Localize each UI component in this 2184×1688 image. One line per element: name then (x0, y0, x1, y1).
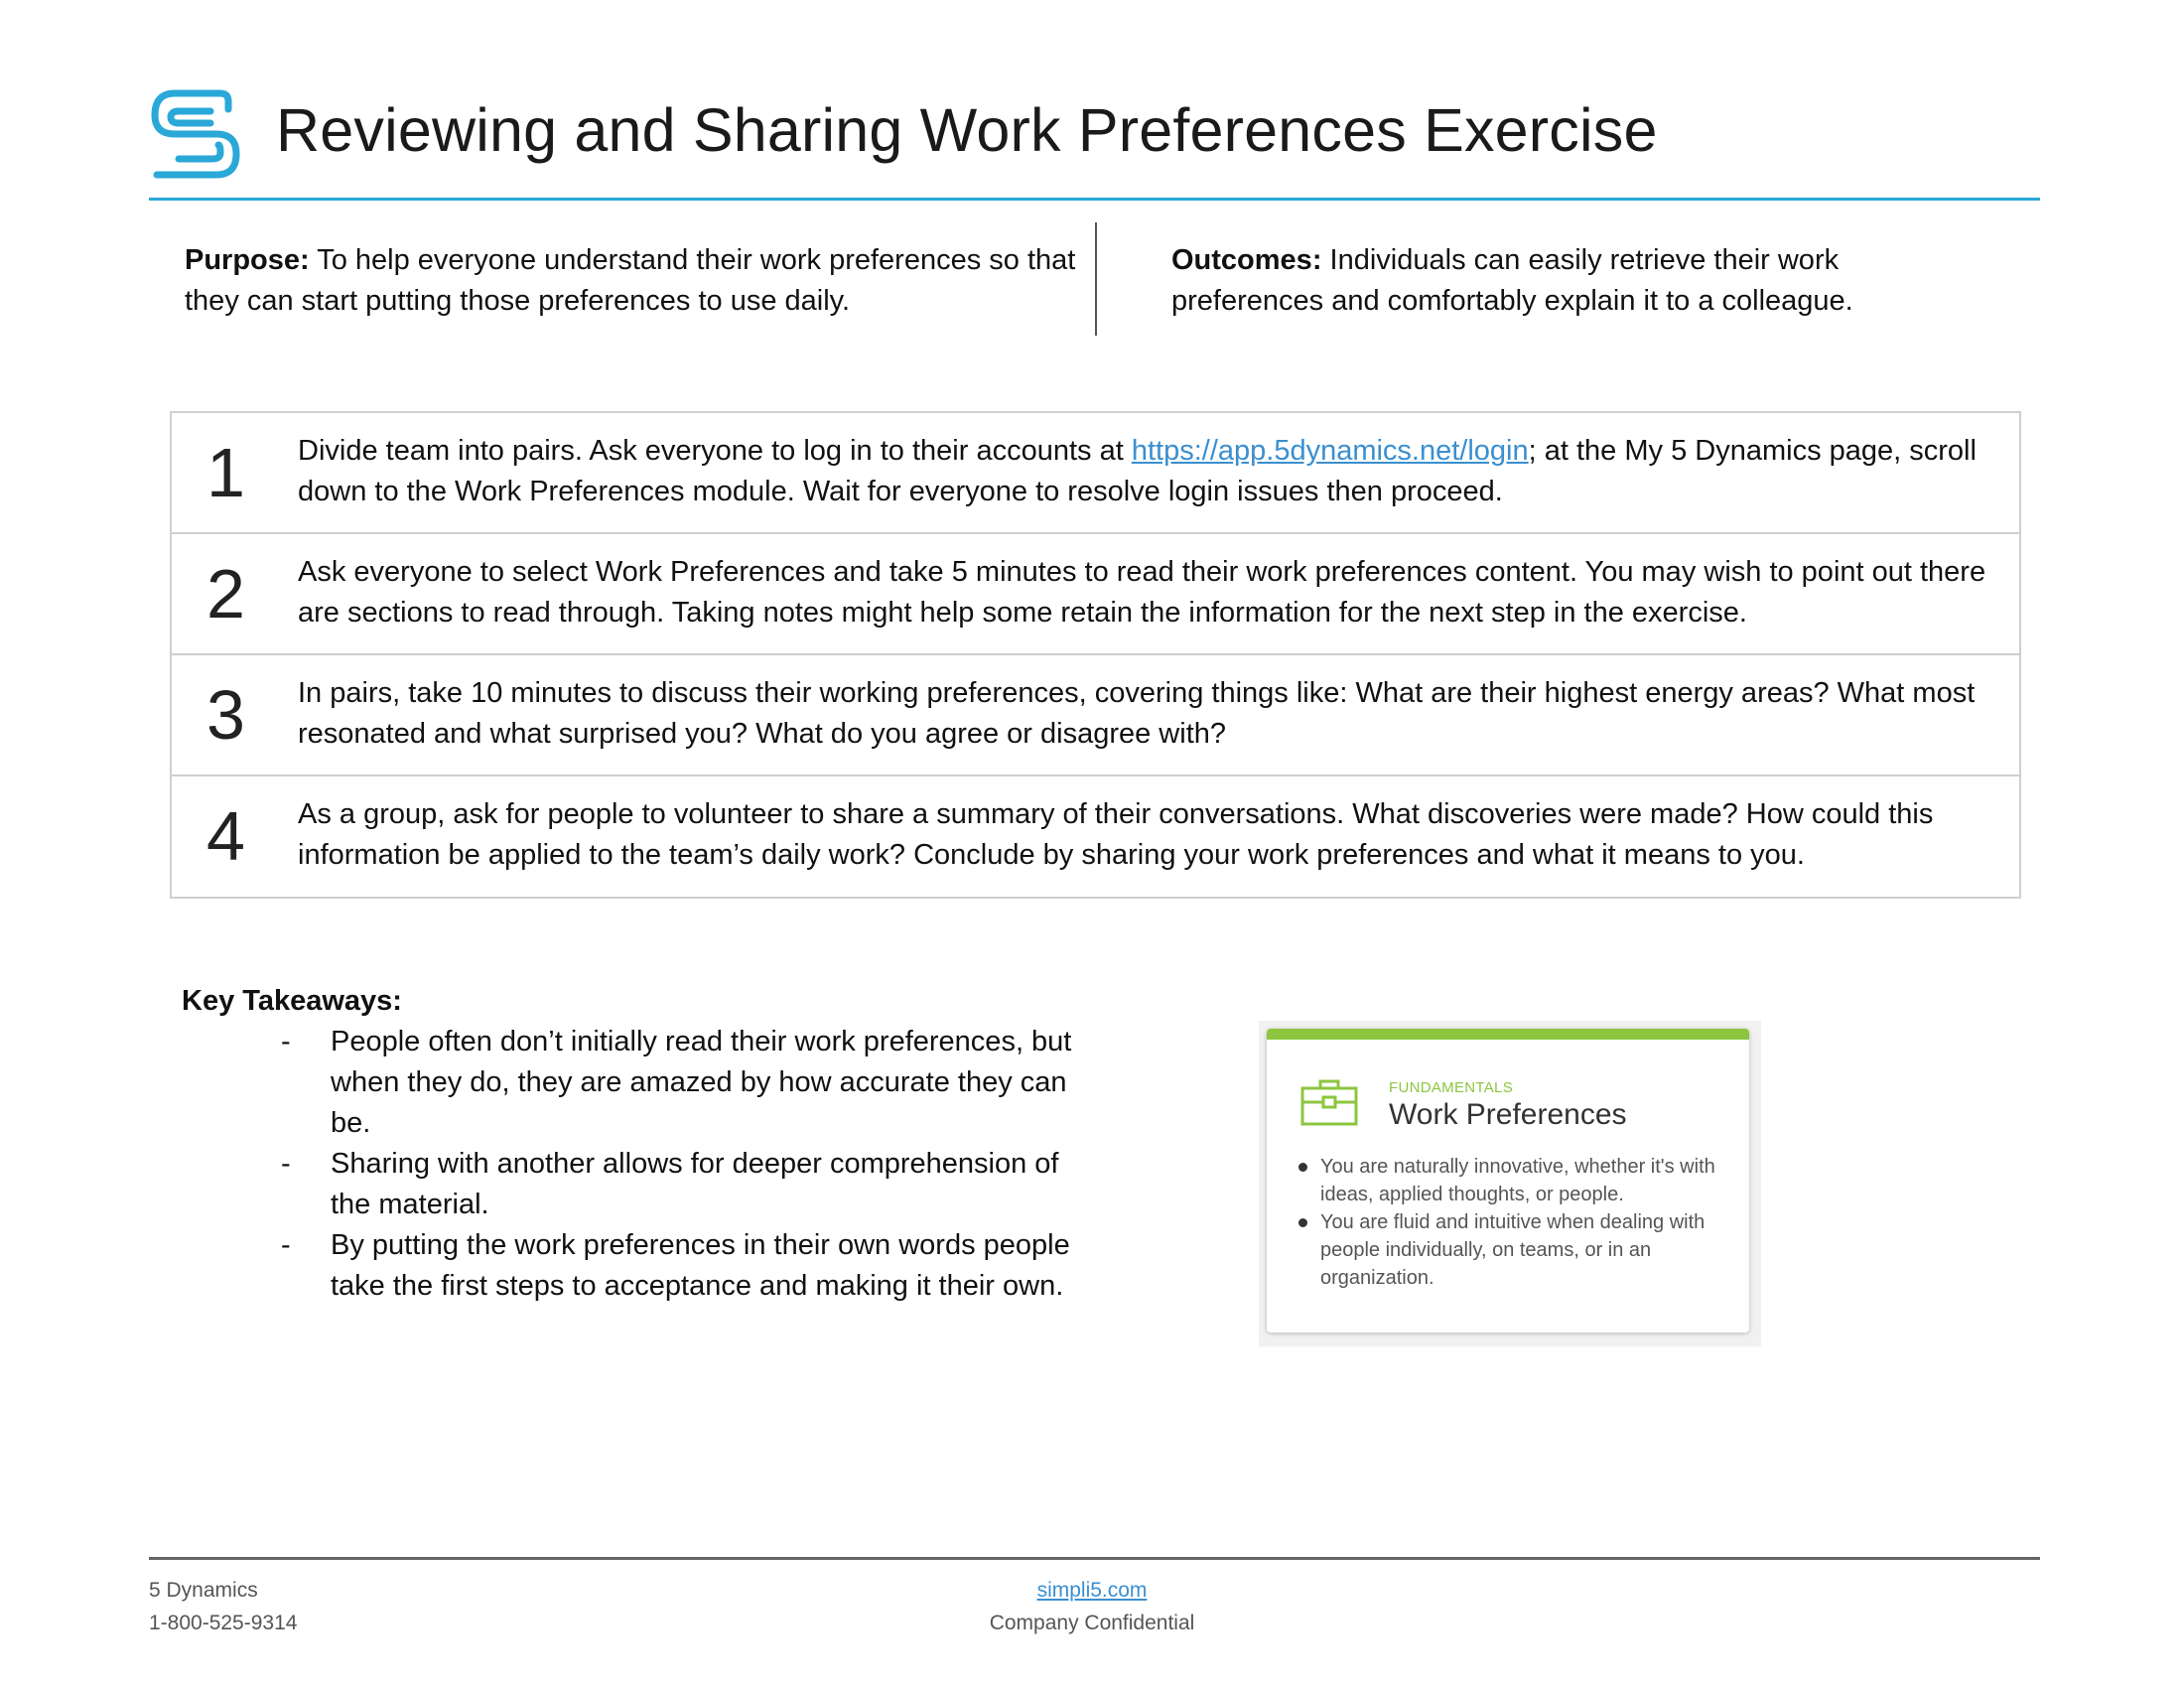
login-link[interactable]: https://app.5dynamics.net/login (1131, 435, 1529, 467)
step-number: 4 (206, 797, 245, 875)
takeaway-text: Sharing with another allows for deeper comprehension of the material. (331, 1148, 1059, 1220)
dash-marker: - (281, 1229, 291, 1261)
card-accent-bar (1267, 1029, 1749, 1040)
step-text: In pairs, take 10 minutes to discuss their working preferences, covering things like: What are their highest energy areas? What most resonated and what surprised you? What do you agree or disagree with? (298, 677, 1976, 750)
list-item (281, 1144, 1095, 1225)
dash-marker: - (281, 1148, 291, 1180)
step-number: 3 (206, 676, 245, 754)
purpose-block (185, 240, 1098, 322)
outcomes-block (1171, 240, 1966, 322)
card-bullet-text: You are fluid and intuitive when dealing with people individually, on teams, or in an organization. (1320, 1211, 1706, 1289)
step-text: Ask everyone to select Work Preferences and take 5 minutes to read their work preferences content. You may wish to point out there are sections to read through. Taking notes might help some retain the information for the next step in the exercise. (298, 556, 1986, 629)
footer-contact (149, 1574, 297, 1639)
list-item (281, 1022, 1095, 1144)
bullet-icon (1298, 1218, 1307, 1227)
work-preferences-card (1267, 1029, 1749, 1333)
title-divider (149, 198, 2040, 201)
step-row (172, 655, 2019, 776)
steps-table (170, 411, 2021, 899)
page-title: Reviewing and Sharing Work Preferences Exercise (276, 96, 1658, 164)
purpose-label: Purpose: (185, 244, 310, 276)
key-takeaways-list (281, 1022, 1095, 1307)
outcomes-text: Individuals can easily retrieve their work preferences and comfortably explain it to a colleague. (1171, 244, 1853, 317)
step-row (172, 534, 2019, 655)
outcomes-label: Outcomes: (1171, 244, 1322, 276)
website-link[interactable]: simpli5.com (1036, 1579, 1148, 1602)
step-text (298, 431, 2010, 512)
card-eyebrow: FUNDAMENTALS (1389, 1079, 1513, 1096)
briefcase-icon (1300, 1078, 1358, 1126)
key-takeaways-heading: Key Takeaways: (182, 985, 402, 1017)
takeaway-text: By putting the work preferences in their own words people take the first steps to acceptance and making it their own. (331, 1229, 1070, 1302)
list-item (281, 1225, 1095, 1307)
dash-marker: - (281, 1026, 291, 1057)
footer-divider (149, 1557, 2040, 1560)
footer-confidential: Company Confidential (989, 1612, 1195, 1634)
card-bullet-text: You are naturally innovative, whether it's with ideas, applied thoughts, or people. (1320, 1156, 1715, 1205)
footer-phone: 1-800-525-9314 (149, 1612, 298, 1634)
list-item (1297, 1208, 1733, 1292)
step-text: As a group, ask for people to volunteer to share a summary of their conversations. What discoveries were made? How could this information be applied to the team’s daily work? Conclude by sharing your work preferences and what it means to you. (298, 798, 1934, 871)
card-bullet-list (1297, 1153, 1733, 1292)
step-number: 2 (206, 555, 245, 633)
bullet-icon (1298, 1163, 1307, 1172)
purpose-text: To help everyone understand their work preferences so that they can start putting those preferences to use daily. (185, 244, 1076, 317)
step-text-part: Divide team into pairs. Ask everyone to log in to their accounts at (298, 435, 1132, 467)
footer-company: 5 Dynamics (149, 1579, 258, 1602)
step-row (172, 776, 2019, 897)
footer-center (893, 1574, 1291, 1639)
takeaway-text: People often don’t initially read their work preferences, but when they do, they are amazed by how accurate they can be. (331, 1026, 1072, 1139)
intro-divider (1095, 222, 1097, 336)
step-row (172, 413, 2019, 534)
step-number: 1 (206, 434, 245, 511)
s-logo-icon (149, 87, 242, 181)
work-preferences-card-image (1259, 1021, 1761, 1346)
card-title: Work Preferences (1389, 1098, 1627, 1131)
step-text-part: ; at the My 5 Dynamics page, scroll down to the Work Preferences module. Wait for everyone to resolve login issues then proceed. (298, 435, 1977, 507)
list-item (1297, 1153, 1733, 1208)
